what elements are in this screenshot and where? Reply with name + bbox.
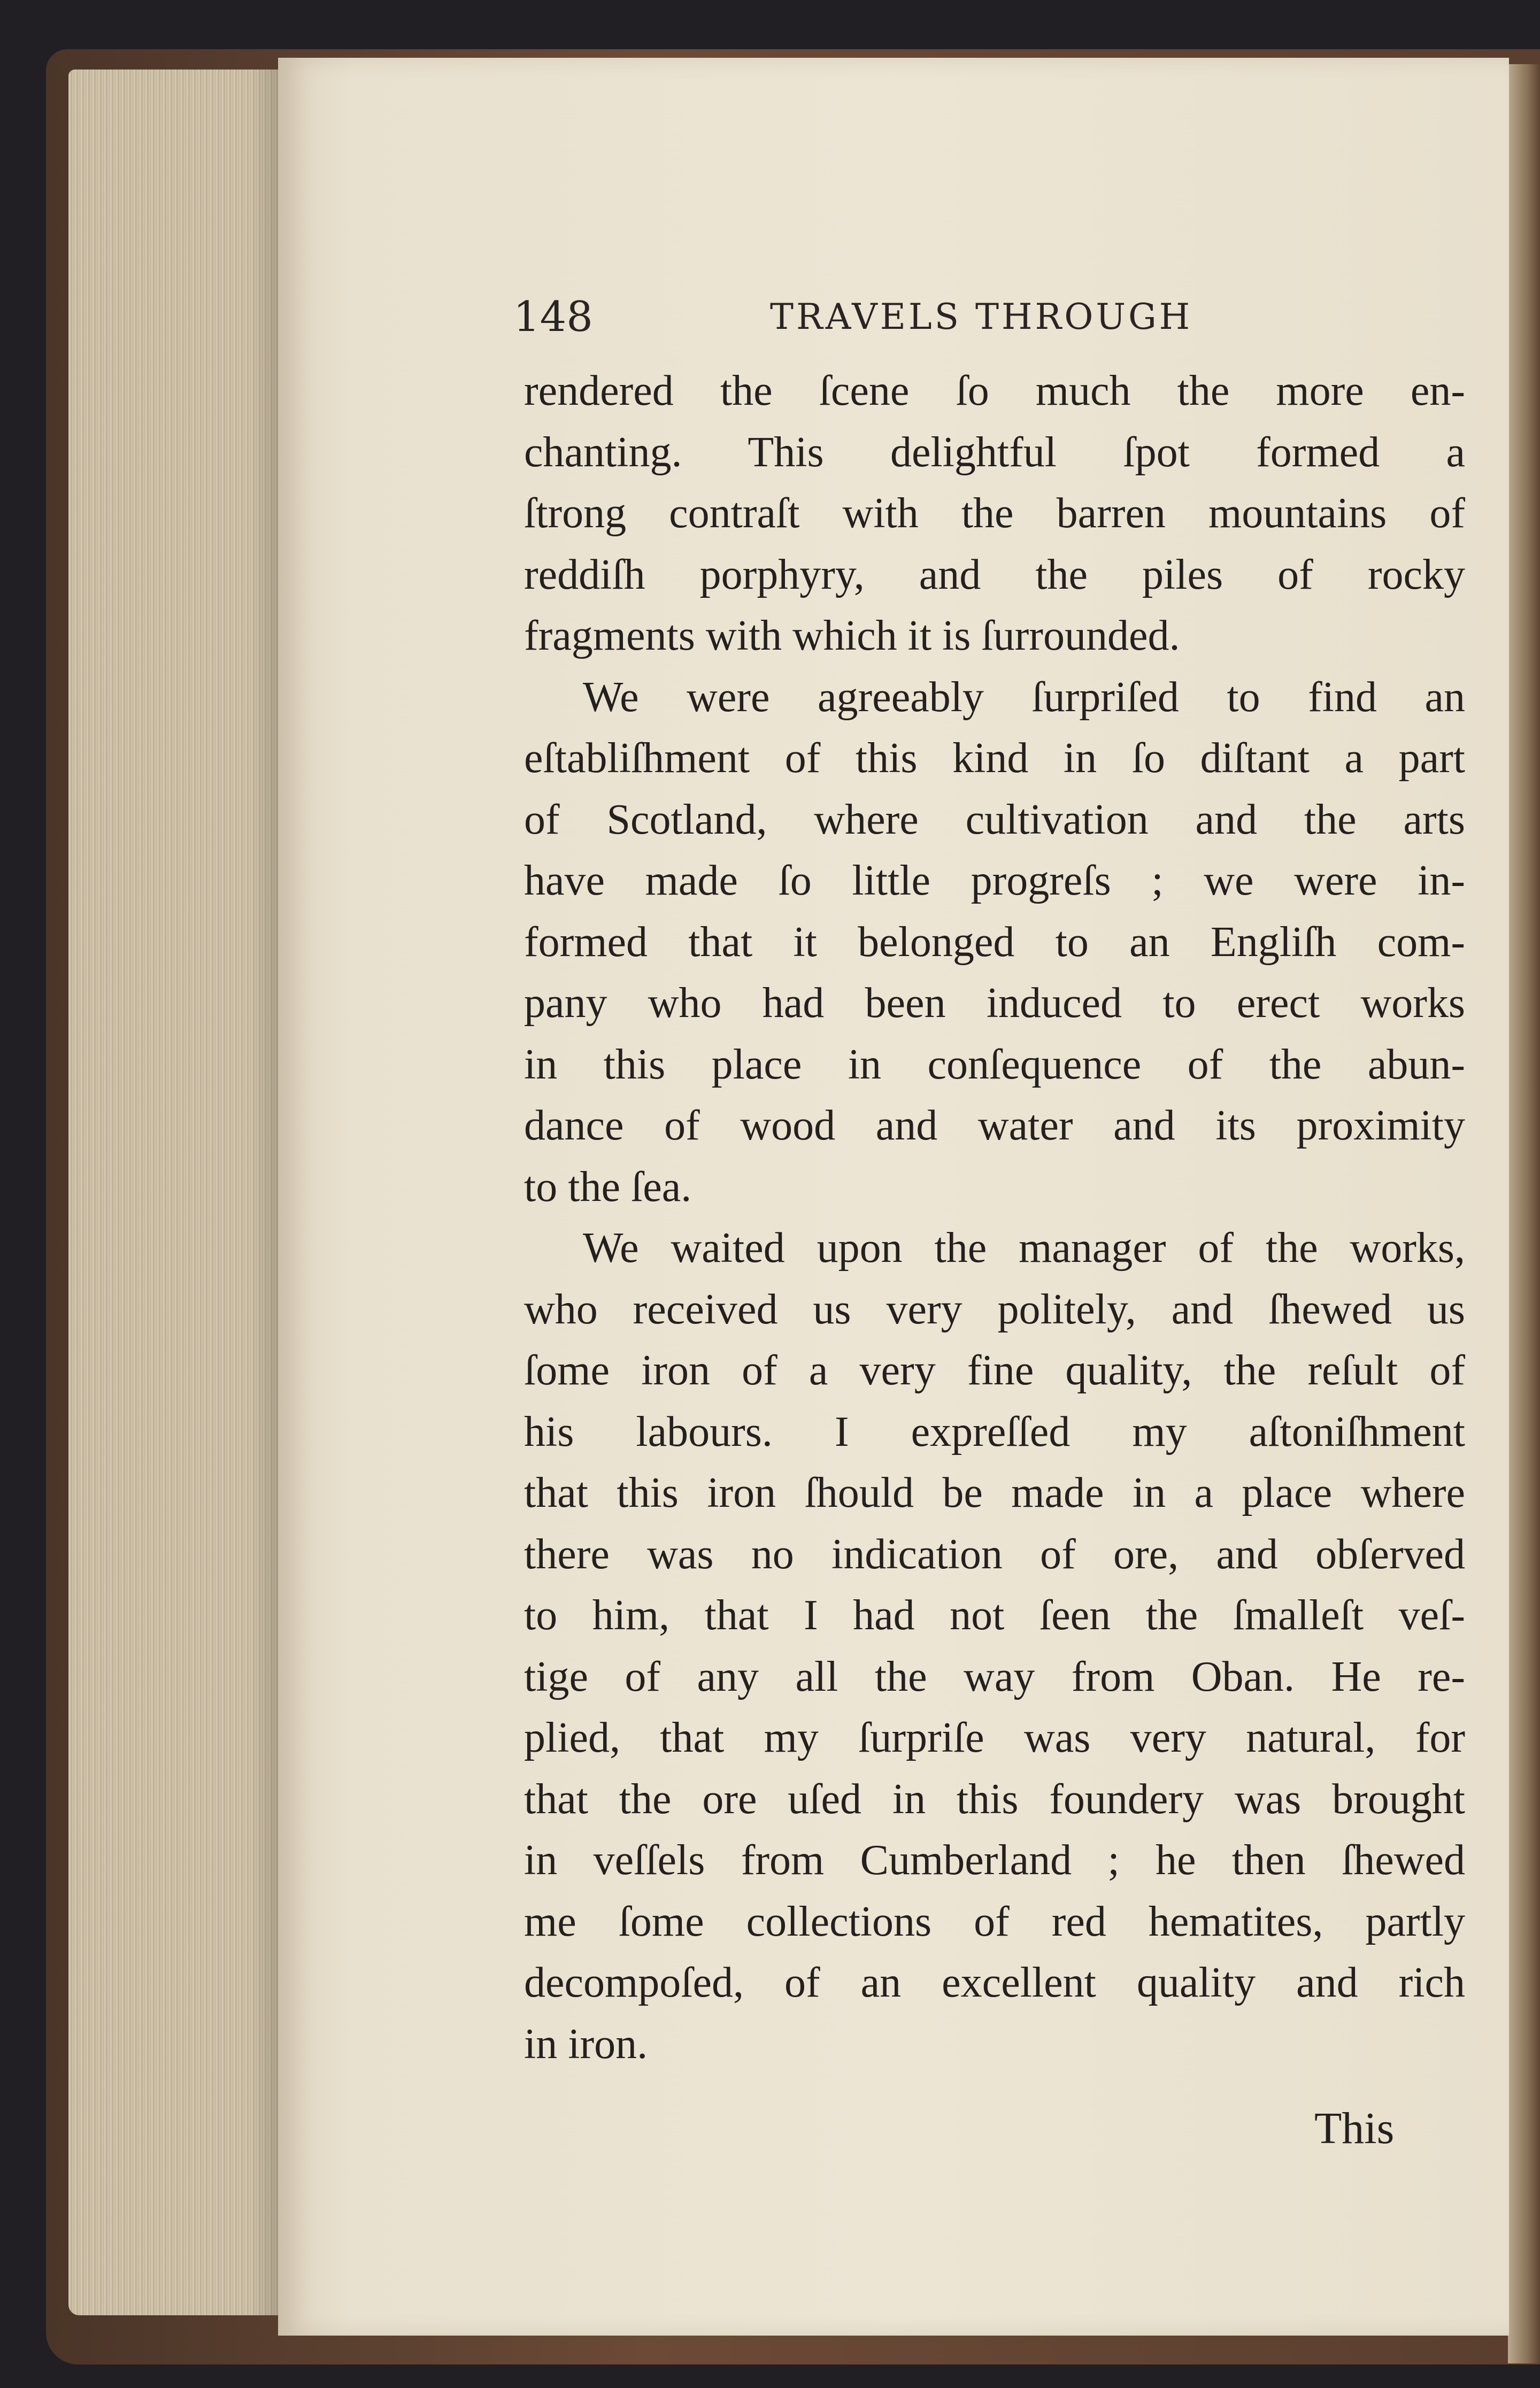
text-line: fragments with which it is ſurrounded. [524, 612, 1180, 659]
text-line: ſome iron of a very fine quality, the reſult of [524, 1347, 1465, 1394]
text-line: have made ſo little progreſs ; we were in- [524, 857, 1465, 904]
text-line: in veſſels from Cumberland ; he then ſhewed [524, 1837, 1465, 1884]
book-page [278, 58, 1509, 2336]
text-line: who received us very politely, and ſhewed us [524, 1285, 1465, 1333]
text-line: plied, that my ſurpriſe was very natural, for [524, 1714, 1465, 1761]
text-line: to him, that I had not ſeen the ſmalleſt veſ- [524, 1592, 1465, 1639]
text-line: formed that it belonged to an Engliſh com- [524, 918, 1465, 966]
page-number: 148 [513, 293, 593, 341]
text-line: of Scotland, where cultivation and the arts [524, 796, 1465, 843]
text-line: eſtabliſhment of this kind in ſo diſtant a part [524, 735, 1465, 782]
text-line: me ſome collections of red hematites, partly [524, 1898, 1465, 1945]
text-line: to the ſea. [524, 1163, 692, 1211]
text-line: in iron. [524, 2020, 648, 2068]
catchword: This [1314, 2104, 1395, 2153]
text-line: there was no indication of ore, and obſerved [524, 1530, 1465, 1578]
text-line: pany who had been induced to erect works [524, 980, 1465, 1027]
text-line: reddiſh porphyry, and the piles of rocky [524, 551, 1465, 598]
running-title: TRAVELS THROUGH [770, 296, 1193, 337]
text-line: that the ore uſed in this foundery was brought [524, 1775, 1465, 1823]
running-head [513, 288, 1465, 357]
text-line: that this iron ſhould be made in a place where [524, 1469, 1465, 1516]
text-line: decompoſed, of an excellent quality and rich [524, 1959, 1465, 2006]
text-line: tige of any all the way from Oban. He re- [524, 1653, 1465, 1700]
text-line: We waited upon the manager of the works, [583, 1224, 1465, 1272]
page-edges [68, 70, 282, 2315]
text-line: in this place in conſequence of the abun- [524, 1041, 1465, 1088]
text-line: chanting. This delightful ſpot formed a [524, 428, 1465, 476]
text-line: rendered the ſcene ſo much the more en- [524, 367, 1465, 414]
text-line: his labours. I expreſſed my aſtoniſhment [524, 1408, 1465, 1455]
text-line: dance of wood and water and its proximity [524, 1102, 1465, 1149]
spine-edge [1508, 64, 1540, 2363]
text-line: We were agreeably ſurpriſed to find an [583, 673, 1465, 721]
body-text [524, 360, 1465, 2075]
text-line: ſtrong contraſt with the barren mountains of [524, 490, 1465, 537]
